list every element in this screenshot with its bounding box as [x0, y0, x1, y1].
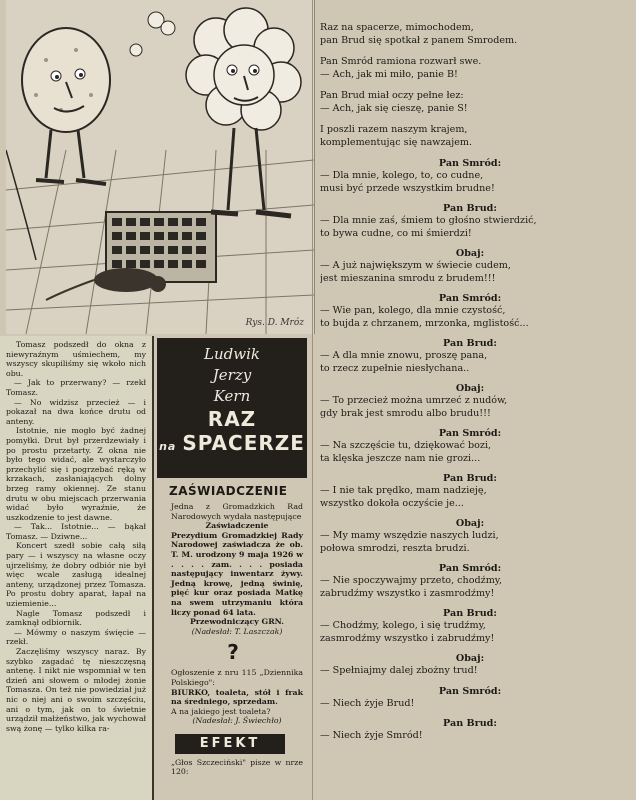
- poem-line: — Nie spoczywajmy przeto, chodźmy,: [320, 575, 502, 586]
- dialogue-block: [320, 518, 620, 555]
- poem-title-block: [157, 338, 307, 478]
- poem-line: połowa smrodzi, reszta brudzi.: [320, 542, 470, 554]
- certificate-sent-by: (Nadesłał: T. Laszczak): [191, 626, 283, 636]
- author-last-name: Kern: [213, 387, 251, 405]
- speaker-label: Pan Brud:: [443, 338, 497, 349]
- dialogue-block: [320, 338, 620, 375]
- certificate-signer: Przewodniczący GRN.: [189, 617, 285, 627]
- story-paragraph: — Jak to przerwany? — rzekł Tomasz.: [6, 378, 146, 397]
- poem-line: gdy brak jest smrodu albo brudu!!!: [320, 407, 491, 419]
- poem-line: — Spełniajmy dalej zbożny trud!: [320, 665, 478, 676]
- dialogue-block: [320, 653, 620, 678]
- poem-line: — A dla mnie znowu, proszę pana,: [320, 350, 488, 361]
- poem-line: pan Brud się spotkał z panem Smrodem.: [320, 34, 518, 46]
- poem-line: — My mamy wszędzie naszych ludzi,: [320, 530, 499, 541]
- poem-line: — Wie pan, kolego, dla mnie czystość,: [320, 305, 506, 316]
- dialogue-block: [320, 293, 620, 330]
- story-paragraph: — Mówmy o naszym święcie — rzekł.: [6, 627, 146, 647]
- ad-question: A na jakiego jest toaleta?: [171, 706, 271, 716]
- speaker-label: Pan Smród:: [438, 293, 502, 304]
- dialogue-block: [320, 718, 620, 743]
- poem-line: to bujda z chrzanem, mrzonka, mglistość...: [320, 317, 529, 329]
- story-paragraph: — No widzisz przecież — i pokazał na dwa końce drutu od anteny.: [6, 397, 146, 426]
- cartoon-drawing: [6, 0, 314, 334]
- certificate-intro: Jedna z Gromadzkich Rad Narodowych wydała następujące: [171, 502, 303, 521]
- dialogue-block: [320, 686, 620, 711]
- speaker-label: Pan Smród:: [438, 685, 502, 697]
- ad-intro: Ogłoszenie z nru 115 „Dziennika Polskiego":: [171, 668, 303, 687]
- poem-line: — Na szczęście tu, dziękować bozi,: [320, 440, 492, 451]
- story-paragraph: Istotnie, nie mogło być żadnej pomyłki. Drut był przerdzewiały i po prostu przetarty. Z okna nie było tego widać, ale wystarczyło przechylić się i pogrzebać ręką w krzakach, zasłaniających dolny brzeg ramy okiennej. Ze stanu drutu w obu miejscach przerwania widać było wyraźnie, że uszkodzenie to jest dawne.: [6, 426, 146, 522]
- speaker-label: Obaj:: [455, 653, 485, 664]
- poem-stanza: [320, 56, 620, 81]
- speaker-label: Pan Brud:: [443, 473, 497, 484]
- story-paragraph: Koncert szedł sobie całą siłą pary — i wszyscy na własne oczy ujrzeliśmy, że dobry odbiór nie był więc wcale zasługą idealnej anteny, urządzonej przez Tomasza. Po prostu dobry aparat, łapał na uziemienie...: [6, 541, 146, 609]
- dialogue-block: [320, 383, 620, 420]
- cartoon-illustration: [6, 0, 315, 334]
- poem-line: Pan Smród ramiona rozwarł swe.: [320, 56, 482, 67]
- efekt-heading: EFEKT: [175, 734, 285, 754]
- title-na: na: [159, 440, 177, 453]
- poem-line: — Dla mnie, kolego, to, co cudne,: [320, 170, 484, 181]
- poem-line: ta klęska jeszcze nam nie grozi...: [320, 452, 481, 464]
- certificate-heading: ZAŚWIADCZENIE: [169, 484, 288, 498]
- poem-line: — Ach, jak się cieszę, panie S!: [320, 102, 468, 114]
- speaker-label: Obaj:: [455, 518, 485, 529]
- poem-line: — To przecież można umrzeć z nudów,: [320, 395, 508, 406]
- speaker-label: Pan Brud:: [443, 718, 497, 729]
- rat: [46, 268, 166, 300]
- ad-body: BIURKO, toaleta, stół i frak na średniego, sprzedam.: [171, 687, 303, 707]
- author-middle-name: Jerzy: [212, 366, 252, 384]
- column-divider: [312, 0, 313, 800]
- poem-column: [320, 22, 620, 800]
- poem-line: — Niech żyje Brud!: [320, 697, 415, 709]
- ad-sent-by: (Nadesłał: J. Świechło): [192, 716, 282, 726]
- poem-line: — Dla mnie zaś, śmiem to głośno stwierdzić,: [320, 215, 537, 226]
- poem-line: wszystko dokoła oczyście je...: [320, 497, 464, 509]
- speaker-label: Pan Smród:: [438, 563, 502, 574]
- illustration-signature: Rys. D. Mróz: [245, 318, 304, 328]
- dialogue-block: [320, 158, 620, 195]
- poem-line: — Niech żyje Smród!: [320, 730, 423, 741]
- efekt-body: „Głos Szczeciński" pisze w nrze 120:: [171, 757, 303, 777]
- speaker-label: Pan Brud:: [443, 608, 497, 619]
- poem-line: — I nie tak prędko, mam nadzieję,: [320, 485, 487, 496]
- poem-line: — A już największym w świecie cudem,: [320, 260, 511, 271]
- humor-column: [157, 480, 309, 800]
- poem-line: to rzecz zupełnie niesłychana..: [320, 362, 470, 374]
- poem-stanza: [320, 90, 620, 115]
- dialogue-block: [320, 563, 620, 600]
- poem-line: jest mieszanina smrodu z brudem!!!: [320, 272, 496, 284]
- author-first-name: Ludwik: [204, 345, 260, 363]
- story-paragraph: — Tak... Istotnie... — bąkał Tomasz. — Dziwne...: [6, 522, 146, 541]
- speaker-label: Pan Smród:: [438, 428, 502, 439]
- story-column: [0, 336, 154, 800]
- dialogue-block: [320, 203, 620, 240]
- title-line-1: RAZ: [207, 407, 257, 431]
- speaker-label: Pan Smród:: [438, 158, 502, 169]
- character-right: [186, 8, 301, 216]
- dialogue-block: [320, 473, 620, 510]
- poem-line: komplementując się nawzajem.: [320, 136, 473, 148]
- speaker-label: Obaj:: [455, 248, 485, 259]
- certificate-doc-title: Zaświadczenie: [205, 521, 269, 531]
- poem-line: musi być przede wszystkim brudne!: [320, 182, 495, 194]
- certificate-body: Prezydium Gromadzkiej Rady Narodowej zaświadcza że ob. T. M. urodzony 9 maja 1926 w . . . . zam. . . . posiada następujący inwentarz żywy. Jedną krowę, jedną świnię, pięć kur oraz posiada Matkę na swem utrzymaniu która liczy ponad 64 lata.: [171, 530, 303, 617]
- poem-line: zasmrodźmy wszystko i zabrudźmy!: [320, 632, 495, 644]
- poem-stanza: [320, 124, 620, 149]
- poem-line: to bywa cudne, co mi śmierdzi!: [320, 227, 472, 239]
- poem-line: — Chodźmy, kolego, i się trudźmy,: [320, 620, 486, 631]
- poem-stanza: [320, 22, 620, 47]
- poem-line: Raz na spacerze, mimochodem,: [320, 22, 474, 33]
- dialogue-block: [320, 608, 620, 645]
- dialogue-block: [320, 428, 620, 465]
- question-mark: ?: [227, 640, 239, 665]
- story-paragraph: Zaczęliśmy wszyscy naraz. By szybko zagadać tę nieszczęsną antenę. I nikt nie wspomniał w ten dzień ani słowem o młodej żonie Tomasza. On też nie powiedział już nic o niej ani o swoim szczęściu, ani o tym, jak on to świetnie urządził małżeństwo, jak wychował swą żonę — tylko kilka ra-: [6, 647, 146, 733]
- speaker-label: Pan Brud:: [443, 203, 497, 214]
- poem-line: — Ach, jak mi miło, panie B!: [320, 68, 458, 80]
- story-paragraph: Tomasz podszedł do okna z niewyraźnym uśmiechem, my wszyscy skupiliśmy się wkoło nich obu.: [6, 340, 146, 378]
- character-left: [22, 28, 110, 184]
- title-line-2: SPACERZE: [182, 431, 305, 455]
- poem-line: I poszli razem naszym krajem,: [320, 124, 468, 135]
- poem-line: Pan Brud miał oczy pełne łez:: [320, 90, 464, 101]
- story-paragraph: Nagle Tomasz podszedł i zamknął odbiornik.: [6, 608, 146, 628]
- dialogue-block: [320, 248, 620, 285]
- speaker-label: Obaj:: [455, 383, 485, 394]
- poem-line: zabrudźmy wszystko i zasmrodźmy!: [320, 587, 495, 599]
